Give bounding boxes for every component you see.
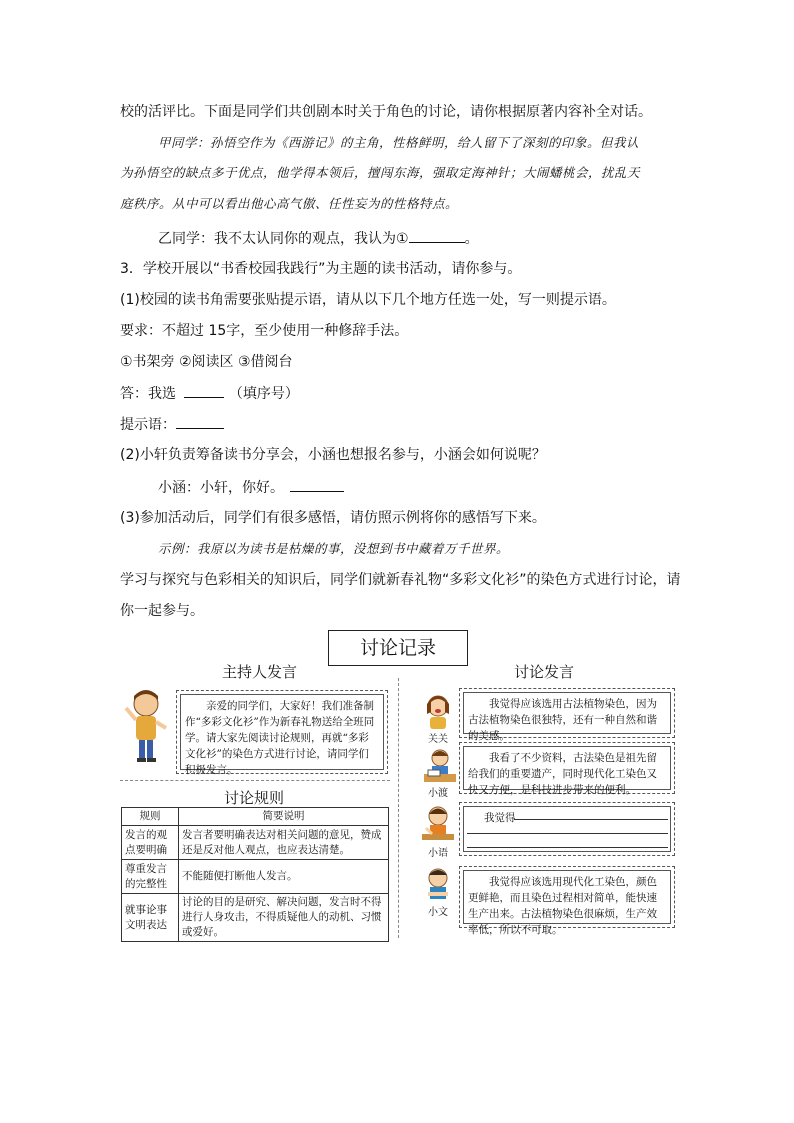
tip-line (120, 414, 224, 435)
record-title: 讨论记录 (328, 630, 468, 666)
host-boy-icon (122, 688, 170, 768)
speech-text: 我觉得应该选用现代化工染色，颜色更鲜艳，而且染色过程相对简单，能快速生产出来。古法植物染色很麻烦，生产效率低，所以不可取。 (463, 870, 671, 924)
rule-name: 发言的观点要明确 (122, 826, 179, 860)
speaker-name: 关关 (428, 734, 448, 745)
yi-end: 。 (464, 231, 479, 247)
speech-box (459, 742, 675, 794)
rule-name: 尊重发言的完整性 (122, 860, 179, 894)
table-header-row (122, 808, 389, 826)
xiaohan-text: 小涵：小轩，你好。 (158, 480, 284, 496)
column-divider (398, 678, 399, 938)
speech-text: 我觉得应该选用古法植物染色，因为古法植物染色很独特，还有一种自然和谐的美感。 (463, 692, 671, 734)
table-row (122, 894, 389, 942)
text-line: 校的活评比。下面是同学们共创剧本时关于角色的讨论，请你根据原著内容补全对话。 (120, 104, 652, 120)
question-3: 3．学校开展以“书香校园我践行”为主题的读书活动，请你参与。 (120, 261, 522, 277)
speech-box (459, 866, 675, 936)
requirement: 要求：不超过 15字，至少使用一种修辞手法。 (120, 323, 409, 339)
answer-line (120, 383, 299, 404)
xiaowen-avatar-icon (418, 866, 458, 906)
speaker-name: 小文 (428, 907, 448, 918)
question-3-1: (1)校园的读书角需要张贴提示语，请从以下几个地方任选一处，写一则提示语。 (120, 292, 616, 308)
para-line-2: 你一起参与。 (120, 603, 204, 619)
host-speech: 亲爱的同学们，大家好！我们准备制作“多彩文化衫”作为新春礼物送给全班同学。请大家先阅读讨论规则，再就“多彩文化衫”的染色方式进行讨论，请同学们积极发言。 (180, 694, 384, 770)
xiaoyu-avatar-icon (418, 804, 458, 844)
talk-heading: 讨论发言 (514, 663, 575, 681)
table-row (122, 860, 389, 894)
table-row (122, 826, 389, 860)
choice-blank[interactable] (184, 383, 224, 398)
question-3-3: (3)参加活动后，同学们有很多感悟，请仿照示例将你的感悟写下来。 (120, 510, 546, 526)
host-heading: 主持人发言 (222, 663, 298, 681)
answer-blank[interactable] (409, 228, 465, 243)
column-header: 简要说明 (179, 808, 389, 826)
para-line-1: 学习与探究与色彩相关的知识后，同学们就新春礼物“多彩文化衫”的染色方式进行讨论，请 (120, 572, 681, 588)
xiaodu-avatar-icon (420, 746, 460, 786)
column-header: 规则 (122, 808, 179, 826)
write-line[interactable] (467, 847, 668, 848)
rule-desc: 不能随便打断他人发言。 (179, 860, 389, 894)
xiaohan-line (158, 477, 344, 498)
rules-heading: 讨论规则 (224, 789, 285, 807)
question-3-2: (2)小轩负责筹备读书分享会，小涵也想报名参与，小涵会如何说呢？ (120, 447, 546, 463)
example-line: 示例：我原以为读书是枯燥的事，没想到书中藏着万千世界。 (158, 541, 510, 556)
rule-desc: 讨论的目的是研究、解决问题，发言时不得进行人身攻击，不得质疑他人的动机、习惯或爱好。 (179, 894, 389, 942)
xiaohan-blank[interactable] (290, 477, 344, 492)
yi-line (158, 228, 479, 249)
rule-desc: 发言者要明确表达对相关问题的意见，赞成还是反对他人观点，也应表达清楚。 (179, 826, 389, 860)
host-speech-box (176, 690, 388, 774)
write-line[interactable] (467, 833, 668, 834)
options: ①书架旁 ②阅读区 ③借阅台 (120, 354, 293, 370)
answer-hint: （填序号） (228, 386, 299, 402)
jia-line-3: 庭秩序。从中可以看出他心高气傲、任性妄为的性格特点。 (120, 196, 459, 211)
section-divider (120, 780, 390, 781)
rules-table (121, 807, 389, 942)
speech-text: 我觉得 (463, 806, 671, 852)
rule-name: 就事论事文明表达 (122, 894, 179, 942)
speech-text: 我看了不少资料，古法染色是祖先留给我们的重要遗产，同时现代化工染色又快又方便，是科技进步带来的便利。 (463, 746, 671, 790)
guanguan-avatar-icon (418, 690, 458, 730)
tip-blank[interactable] (176, 414, 224, 429)
tip-label: 提示语： (120, 417, 176, 433)
answer-label: 答：我选 (120, 386, 176, 402)
jia-line-1: 甲同学：孙悟空作为《西游记》的主角，性格鲜明，给人留下了深刻的印象。但我认 (158, 135, 640, 150)
yi-text: 乙同学：我不太认同你的观点，我认为① (158, 231, 409, 247)
speech-box (459, 688, 675, 742)
write-line[interactable] (514, 819, 668, 820)
jia-line-2: 为孙悟空的缺点多于优点，他学得本领后，擅闯东海，强取定海神针；大闹蟠桃会，扰乱天 (120, 165, 641, 180)
speaker-name: 小语 (428, 848, 448, 859)
speaker-name: 小渡 (428, 788, 448, 799)
